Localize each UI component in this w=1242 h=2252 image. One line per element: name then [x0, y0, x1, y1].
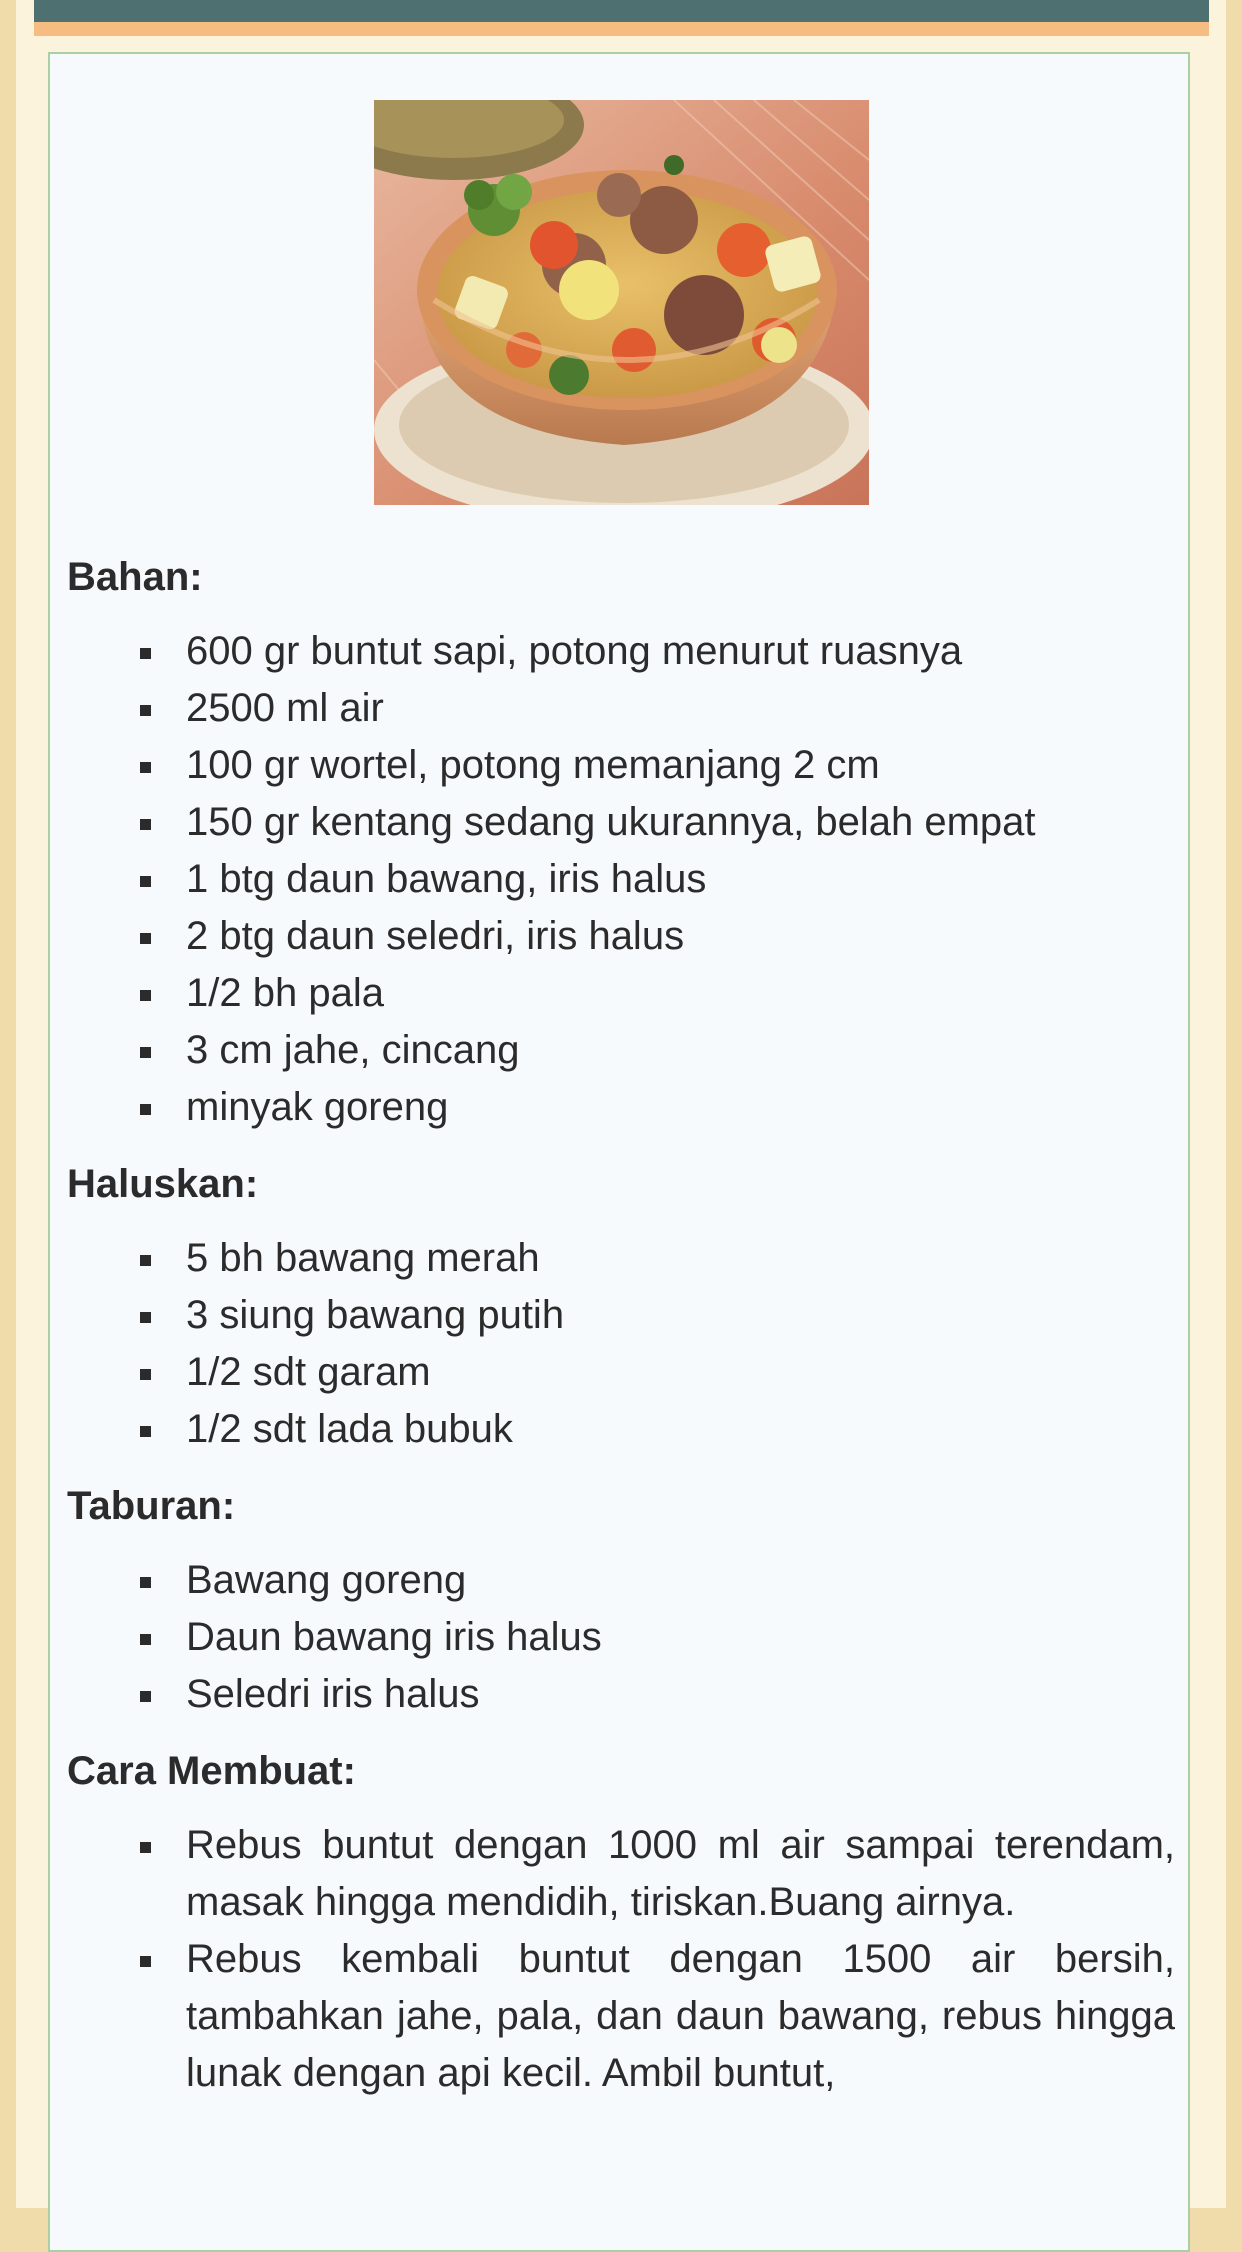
section-heading: Bahan: [67, 555, 203, 599]
section-taburan [67, 1474, 1175, 1723]
section-heading: Cara Membuat: [67, 1749, 356, 1793]
list-item: 5 bh bawang merah [67, 1230, 1175, 1287]
list-item: Daun bawang iris halus [67, 1609, 1175, 1666]
section-heading: Taburan: [67, 1484, 236, 1528]
section-cara-membuat [67, 1739, 1175, 2102]
list-item: Rebus buntut dengan 1000 ml air sampai terendam, masak hingga mendidih, tiriskan.Buang airnya. [67, 1817, 1175, 1931]
list-item: 3 siung bawang putih [67, 1287, 1175, 1344]
list-item: 1/2 sdt garam [67, 1344, 1175, 1401]
list-item: Bawang goreng [67, 1552, 1175, 1609]
ingredient-list [67, 1230, 1175, 1458]
list-item: minyak goreng [67, 1079, 1175, 1136]
section-heading: Haluskan: [67, 1162, 259, 1206]
soup-bowl-illustration [374, 100, 869, 505]
list-item: 1/2 bh pala [67, 965, 1175, 1022]
ingredient-list [67, 1552, 1175, 1723]
list-item: 100 gr wortel, potong memanjang 2 cm [67, 737, 1175, 794]
header-bar [34, 0, 1209, 22]
list-item: 1/2 sdt lada bubuk [67, 1401, 1175, 1458]
list-item: 1 btg daun bawang, iris halus [67, 851, 1175, 908]
list-item: 600 gr buntut sapi, potong menurut ruasnya [67, 623, 1175, 680]
list-item: 3 cm jahe, cincang [67, 1022, 1175, 1079]
recipe-body [67, 545, 1175, 2118]
list-item: Seledri iris halus [67, 1666, 1175, 1723]
recipe-photo [374, 100, 869, 505]
section-haluskan [67, 1152, 1175, 1458]
list-item: 150 gr kentang sedang ukurannya, belah empat [67, 794, 1175, 851]
step-list [67, 1817, 1175, 2102]
list-item: 2 btg daun seledri, iris halus [67, 908, 1175, 965]
list-item: Rebus kembali buntut dengan 1500 air bersih, tambahkan jahe, pala, dan daun bawang, rebus hingga lunak dengan api kecil. Ambil buntut, [67, 1931, 1175, 2102]
list-item: 2500 ml air [67, 680, 1175, 737]
section-bahan [67, 545, 1175, 1136]
header-accent-stripe [34, 22, 1209, 36]
ingredient-list [67, 623, 1175, 1136]
